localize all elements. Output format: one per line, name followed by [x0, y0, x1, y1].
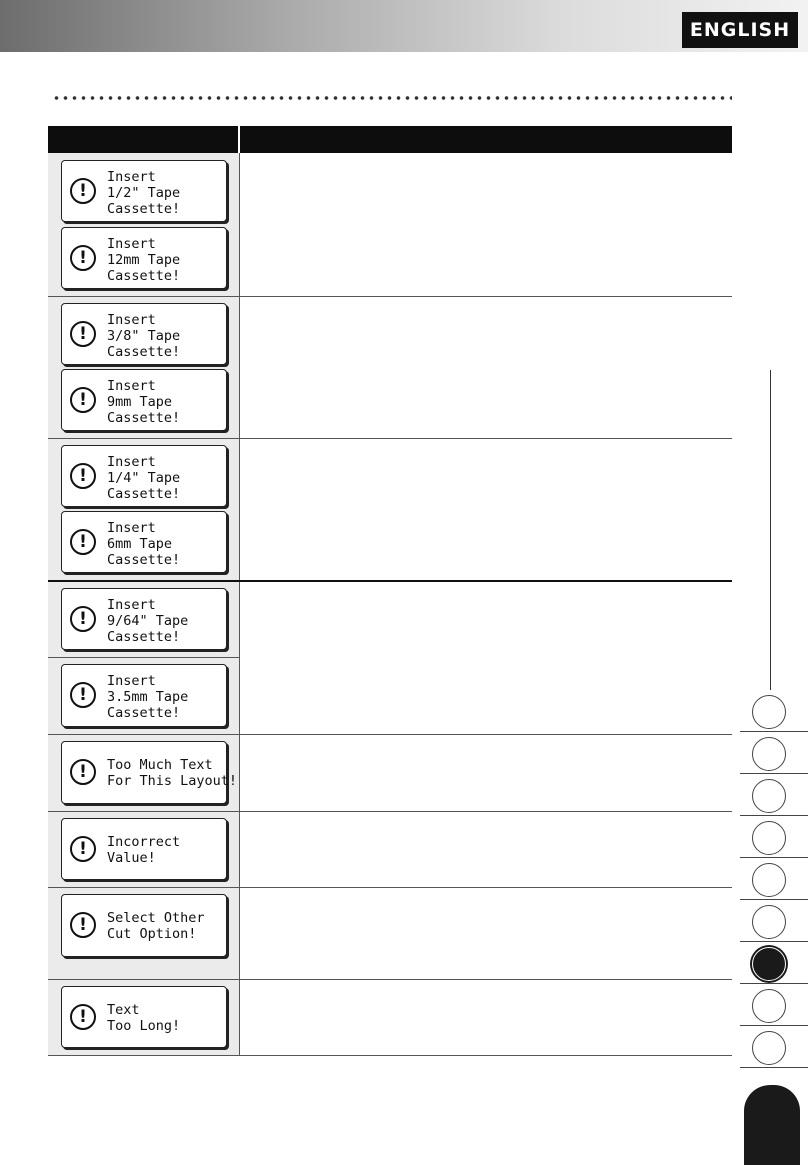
- chapter-divider: [740, 983, 808, 984]
- sidebar-rule: [770, 370, 771, 690]
- chapter-tab-circle-icon[interactable]: [752, 905, 786, 939]
- dotted-rule: [52, 94, 732, 102]
- exclamation-circle-icon: !: [70, 387, 96, 413]
- row-divider: [48, 438, 732, 439]
- lcd-message: ! Insert 1/2" Tape Cassette!: [61, 160, 227, 222]
- lcd-message: ! Too Much Text For This Layout!: [61, 741, 227, 804]
- exclamation-circle-icon: !: [70, 245, 96, 271]
- chapter-divider: [740, 1067, 808, 1068]
- chapter-tab-circle-icon[interactable]: [752, 989, 786, 1023]
- table-bottom: [48, 1055, 732, 1056]
- lcd-message: ! Insert 3/8" Tape Cassette!: [61, 303, 227, 365]
- exclamation-circle-icon: !: [70, 1004, 96, 1030]
- exclamation-circle-icon: !: [70, 912, 96, 938]
- row-divider: [48, 734, 732, 735]
- chapter-tab-circle-icon[interactable]: [752, 863, 786, 897]
- lcd-message: ! Incorrect Value!: [61, 818, 227, 880]
- chapter-tab-circle-icon[interactable]: [752, 821, 786, 855]
- lcd-message: ! Insert 12mm Tape Cassette!: [61, 227, 227, 289]
- chapter-divider: [740, 731, 808, 732]
- lcd-message: ! Select Other Cut Option!: [61, 894, 227, 957]
- chapter-divider: [740, 815, 808, 816]
- lcd-message: ! Insert 9mm Tape Cassette!: [61, 369, 227, 431]
- lcd-message: ! Text Too Long!: [61, 986, 227, 1048]
- lcd-message: ! Insert 1/4" Tape Cassette!: [61, 445, 227, 507]
- chapter-tab-circle-icon[interactable]: [752, 1031, 786, 1065]
- lcd-message: ! Insert 9/64" Tape Cassette!: [61, 588, 227, 650]
- lcd-message: ! Insert 6mm Tape Cassette!: [61, 511, 227, 573]
- exclamation-circle-icon: !: [70, 606, 96, 632]
- chapter-divider: [740, 857, 808, 858]
- exclamation-circle-icon: !: [70, 178, 96, 204]
- row-sub-divider: [48, 657, 239, 658]
- chapter-tab-circle-icon[interactable]: [752, 695, 786, 729]
- row-divider: [48, 811, 732, 812]
- language-label: ENGLISH: [682, 12, 798, 48]
- chapter-divider: [740, 773, 808, 774]
- row-divider: [48, 580, 732, 582]
- row-divider: [48, 296, 732, 297]
- exclamation-circle-icon: !: [70, 759, 96, 785]
- exclamation-circle-icon: !: [70, 836, 96, 862]
- exclamation-circle-icon: !: [70, 463, 96, 489]
- chapter-divider: [740, 1025, 808, 1026]
- exclamation-circle-icon: !: [70, 682, 96, 708]
- chapter-tab-circle-icon[interactable]: [752, 737, 786, 771]
- chapter-tab-circle-icon[interactable]: [752, 779, 786, 813]
- column-divider: [239, 153, 240, 1056]
- page-number-tab: [744, 1085, 800, 1165]
- row-divider: [48, 887, 732, 888]
- row-divider: [48, 979, 732, 980]
- exclamation-circle-icon: !: [70, 321, 96, 347]
- chapter-tab-circle-icon-active[interactable]: [752, 947, 786, 981]
- exclamation-circle-icon: !: [70, 529, 96, 555]
- table-header: [48, 126, 732, 153]
- chapter-divider: [740, 941, 808, 942]
- lcd-message: ! Insert 3.5mm Tape Cassette!: [61, 664, 227, 727]
- chapter-divider: [740, 899, 808, 900]
